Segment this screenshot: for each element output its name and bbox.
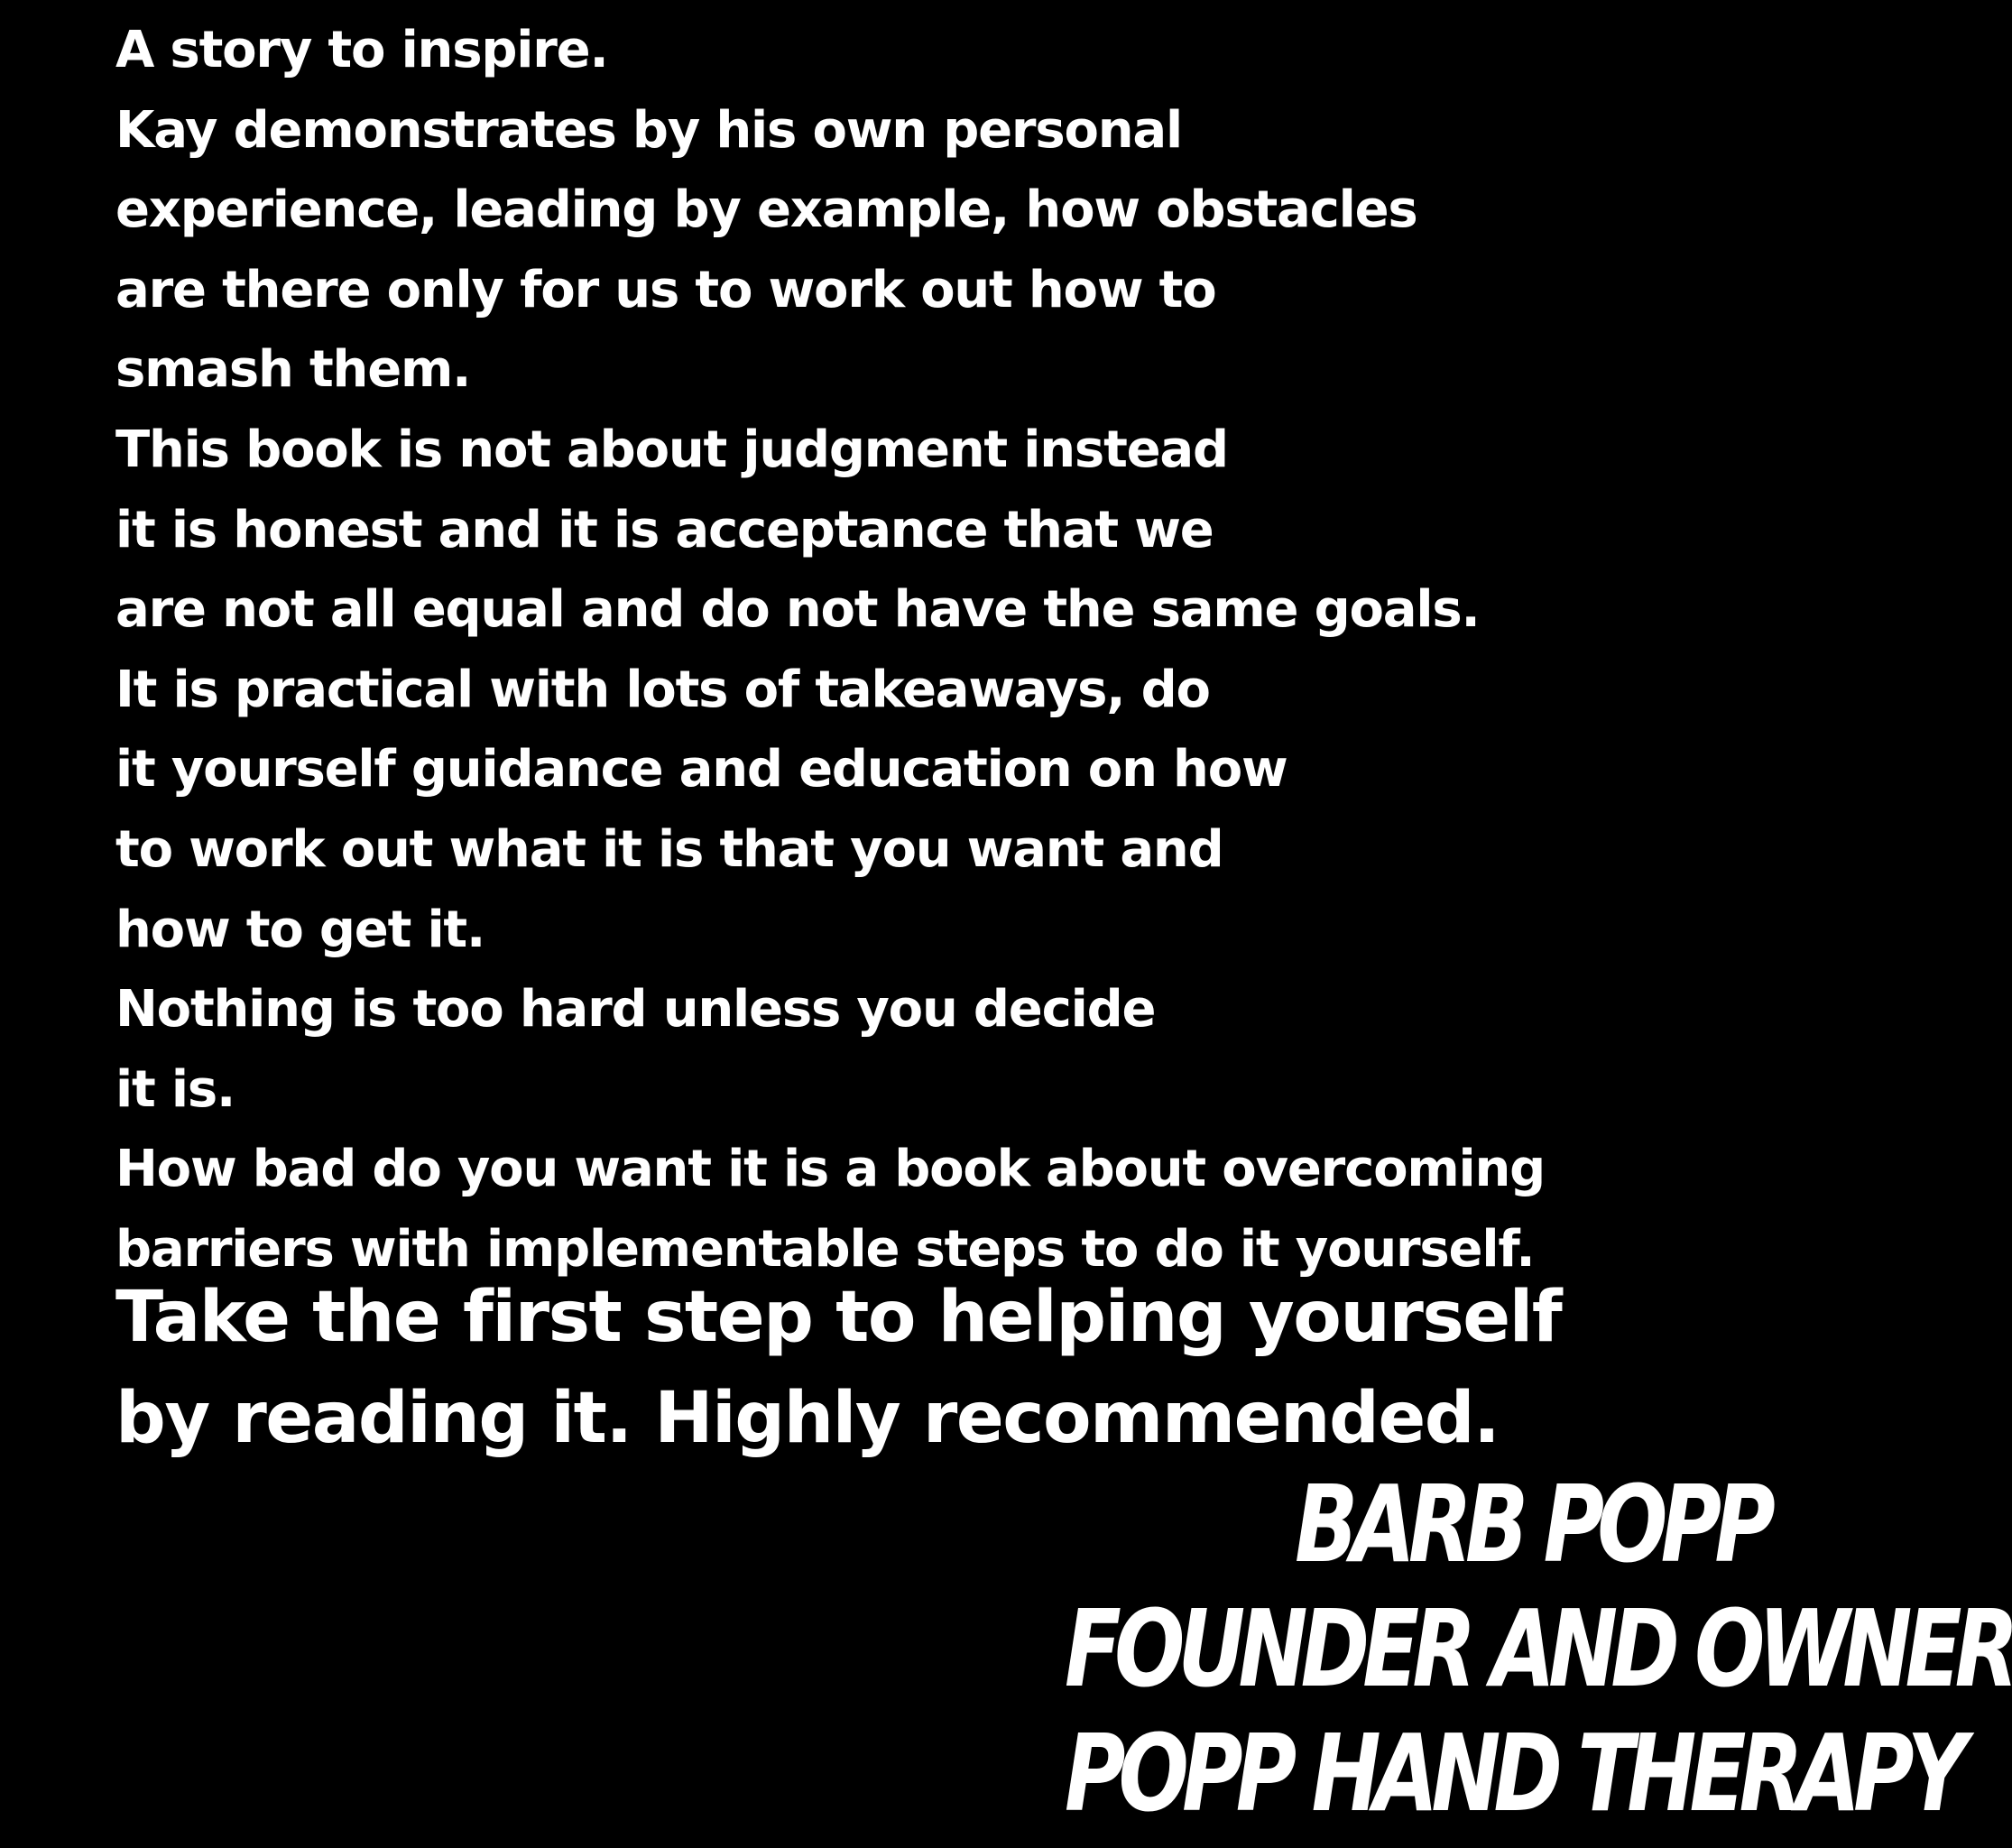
quote-line: it is honest and it is acceptance that we bbox=[115, 500, 1214, 559]
closing-line: by reading it. Highly recommended. bbox=[115, 1378, 1500, 1459]
quote-line: A story to inspire. bbox=[115, 21, 608, 79]
signature-role: FOUNDER AND OWNER bbox=[1065, 1586, 2012, 1711]
quote-line: experience, leading by example, how obstacles bbox=[115, 180, 1417, 240]
quote-line: This book is not about judgment instead bbox=[115, 420, 1228, 479]
quote-body bbox=[115, 11, 1812, 1290]
signature-name: BARB POPP bbox=[1295, 1462, 1768, 1586]
signature-company: POPP HAND THERAPY bbox=[1065, 1711, 1961, 1835]
quote-line: it is. bbox=[115, 1059, 235, 1119]
quote-line: are there only for us to work out how to bbox=[115, 260, 1216, 319]
quote-line: It is practical with lots of takeaways, do bbox=[115, 660, 1210, 719]
quote-line: Nothing is too hard unless you decide bbox=[115, 980, 1156, 1040]
closing-line: Take the first step to helping yourself bbox=[115, 1277, 1562, 1358]
quote-line: barriers with implementable steps to do it yourself. bbox=[115, 1219, 1535, 1279]
quote-line: How bad do you want it is a book about overcoming bbox=[115, 1140, 1546, 1199]
quote-line: are not all equal and do not have the same goals. bbox=[115, 580, 1480, 640]
signature-block bbox=[866, 1462, 2012, 1835]
quote-line: smash them. bbox=[115, 340, 471, 400]
quote-line: how to get it. bbox=[115, 900, 485, 959]
quote-line: Kay demonstrates by his own personal bbox=[115, 100, 1182, 160]
quote-line: it yourself guidance and education on how bbox=[115, 740, 1287, 799]
quote-line: to work out what it is that you want and bbox=[115, 819, 1223, 879]
closing-recommendation bbox=[115, 1267, 1561, 1469]
